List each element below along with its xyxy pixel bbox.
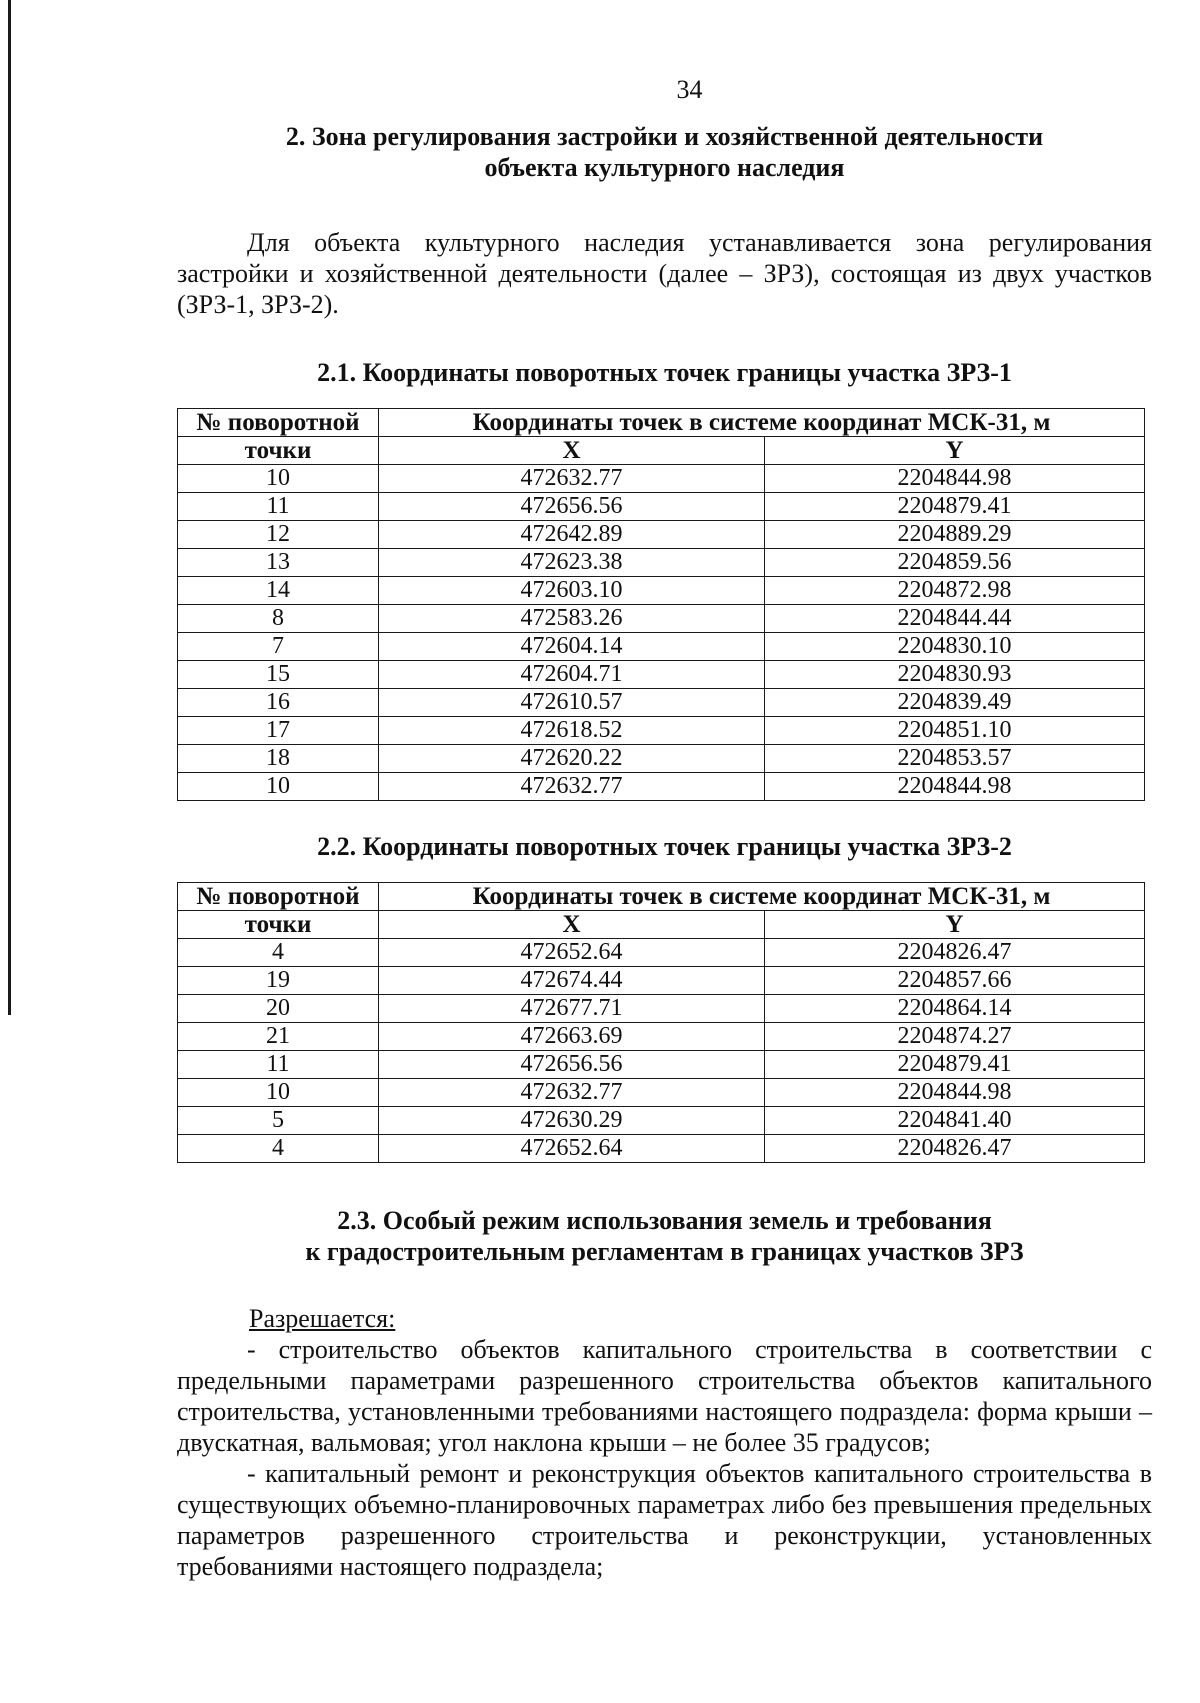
- table2-row: [178, 1135, 1145, 1163]
- table2-x-cell: 472674.44: [379, 967, 765, 995]
- table2-row: [178, 1051, 1145, 1079]
- table2-y-cell: 2204879.41: [765, 1051, 1145, 1079]
- table2-point-cell: 21: [178, 1023, 379, 1051]
- table1-row: [178, 745, 1145, 773]
- table2-row: [178, 995, 1145, 1023]
- table2-y-cell: 2204874.27: [765, 1023, 1145, 1051]
- table2-x-cell: 472630.29: [379, 1107, 765, 1135]
- table1-row: [178, 577, 1145, 605]
- table1-row: [178, 689, 1145, 717]
- table2-header-y: Y: [765, 911, 1145, 939]
- table2-header-point-line2: точки: [178, 911, 379, 939]
- table1-y-cell: 2204844.98: [765, 465, 1145, 493]
- table1-row: [178, 773, 1145, 801]
- table2-point-cell: 4: [178, 1135, 379, 1163]
- table1-y-cell: 2204853.57: [765, 745, 1145, 773]
- section2-title-line1: 2. Зона регулирования застройки и хозяйственной деятельности: [285, 122, 1044, 151]
- table2-body: [178, 939, 1145, 1163]
- section2-intro-paragraph: Для объекта культурного наследия устанавливается зона регулирования застройки и хозяйственной деятельности (далее – ЗРЗ), состоящая из двух участков (ЗРЗ-1, ЗРЗ-2).: [177, 228, 1152, 319]
- table2-x-cell: 472677.71: [379, 995, 765, 1023]
- table1-point-cell: 11: [178, 493, 379, 521]
- table1-header-coords: Координаты точек в системе координат МСК-31, м: [379, 409, 1145, 437]
- table1-x-cell: 472604.14: [379, 633, 765, 661]
- table2-point-cell: 4: [178, 939, 379, 967]
- table2-x-cell: 472656.56: [379, 1051, 765, 1079]
- table2-x-cell: 472632.77: [379, 1079, 765, 1107]
- table2-y-cell: 2204864.14: [765, 995, 1145, 1023]
- section3-title-line1: 2.3. Особый режим использования земель и требования: [337, 1206, 992, 1235]
- table1-y-cell: 2204830.93: [765, 661, 1145, 689]
- table2-x-cell: 472652.64: [379, 939, 765, 967]
- table1-row: [178, 661, 1145, 689]
- document-page: [177, 75, 1152, 1582]
- table2-point-cell: 5: [178, 1107, 379, 1135]
- section3: [177, 1205, 1152, 1582]
- table2-x-cell: 472652.64: [379, 1135, 765, 1163]
- table2-y-cell: 2204826.47: [765, 1135, 1145, 1163]
- table1-row: [178, 633, 1145, 661]
- table2-header-point-line1: № поворотной: [196, 883, 360, 910]
- table1-row: [178, 465, 1145, 493]
- table1-point-cell: 10: [178, 773, 379, 801]
- table2-row: [178, 967, 1145, 995]
- table1-point-cell: 14: [178, 577, 379, 605]
- table2-x-cell: 472663.69: [379, 1023, 765, 1051]
- table2-y-cell: 2204826.47: [765, 939, 1145, 967]
- table2-point-cell: 10: [178, 1079, 379, 1107]
- table1-x-cell: 472603.10: [379, 577, 765, 605]
- table1-point-cell: 17: [178, 717, 379, 745]
- table2-point-cell: 20: [178, 995, 379, 1023]
- allowed-label: Разрешается:: [249, 1304, 396, 1333]
- allowed-item-2: - капитальный ремонт и реконструкция объектов капитального строительства в существующих объемно-планировочных параметрах либо без превышения предельных параметров разрешенного строительства и реконструкции, установленных требованиями настоящего подраздела;: [177, 1459, 1152, 1581]
- table1-x-cell: 472583.26: [379, 605, 765, 633]
- table1-x-cell: 472620.22: [379, 745, 765, 773]
- table2-header-point: [178, 883, 379, 911]
- table1-y-cell: 2204839.49: [765, 689, 1145, 717]
- table2-y-cell: 2204841.40: [765, 1107, 1145, 1135]
- table2-coordinates: [177, 882, 1145, 1163]
- table1-point-cell: 12: [178, 521, 379, 549]
- table2-row: [178, 1079, 1145, 1107]
- table1-header-x: X: [379, 437, 765, 465]
- table1-x-cell: 472632.77: [379, 773, 765, 801]
- table1-x-cell: 472604.71: [379, 661, 765, 689]
- table1-header-point: [178, 409, 379, 437]
- table1-header-point-line1: № поворотной: [196, 409, 360, 436]
- table1-point-cell: 18: [178, 745, 379, 773]
- table1-body: [178, 465, 1145, 801]
- table1-point-cell: 8: [178, 605, 379, 633]
- table1-header-y: Y: [765, 437, 1145, 465]
- table1-coordinates: [177, 408, 1145, 801]
- table2-row: [178, 939, 1145, 967]
- table1-row: [178, 605, 1145, 633]
- table2-header-x: X: [379, 911, 765, 939]
- table1-y-cell: 2204830.10: [765, 633, 1145, 661]
- table2-row: [178, 1023, 1145, 1051]
- table1-row: [178, 493, 1145, 521]
- table1-point-cell: 13: [178, 549, 379, 577]
- table2-point-cell: 19: [178, 967, 379, 995]
- table2-point-cell: 11: [178, 1051, 379, 1079]
- table2-y-cell: 2204844.98: [765, 1079, 1145, 1107]
- table1-header-point-line2: точки: [178, 437, 379, 465]
- table1-y-cell: 2204872.98: [765, 577, 1145, 605]
- table2-title: 2.2. Координаты поворотных точек границы участка ЗРЗ-2: [317, 832, 1012, 861]
- table2-y-cell: 2204857.66: [765, 967, 1145, 995]
- table2-header-coords: Координаты точек в системе координат МСК-31, м: [379, 883, 1145, 911]
- table1-point-cell: 16: [178, 689, 379, 717]
- table1-y-cell: 2204889.29: [765, 521, 1145, 549]
- table1-x-cell: 472610.57: [379, 689, 765, 717]
- page-number: 34: [676, 75, 703, 104]
- table1-y-cell: 2204844.44: [765, 605, 1145, 633]
- table1-y-cell: 2204844.98: [765, 773, 1145, 801]
- table1-row: [178, 521, 1145, 549]
- table2-row: [178, 1107, 1145, 1135]
- table1-x-cell: 472642.89: [379, 521, 765, 549]
- table1-x-cell: 472632.77: [379, 465, 765, 493]
- scan-left-edge-line: [8, 0, 11, 1015]
- table1-point-cell: 15: [178, 661, 379, 689]
- allowed-item-1: - строительство объектов капитального строительства в соответствии с предельными параметрами разрешенного строительства объектов капитального строительства, установленными требованиями настоящего подраздела: форма крыши – двускатная, вальмовая; угол наклона крыши – не более 35 градусов;: [177, 1335, 1152, 1457]
- table1-point-cell: 10: [178, 465, 379, 493]
- section3-title-line2: к градостроительным регламентам в границах участков ЗРЗ: [305, 1237, 1024, 1266]
- table1-y-cell: 2204859.56: [765, 549, 1145, 577]
- table1-x-cell: 472623.38: [379, 549, 765, 577]
- table1-point-cell: 7: [178, 633, 379, 661]
- table1-row: [178, 549, 1145, 577]
- table1-title: 2.1. Координаты поворотных точек границы участка ЗРЗ-1: [317, 358, 1012, 387]
- table1-x-cell: 472656.56: [379, 493, 765, 521]
- table1-x-cell: 472618.52: [379, 717, 765, 745]
- table1-row: [178, 717, 1145, 745]
- table1-y-cell: 2204851.10: [765, 717, 1145, 745]
- section2-title-line2: объекта культурного наследия: [484, 153, 845, 182]
- table1-y-cell: 2204879.41: [765, 493, 1145, 521]
